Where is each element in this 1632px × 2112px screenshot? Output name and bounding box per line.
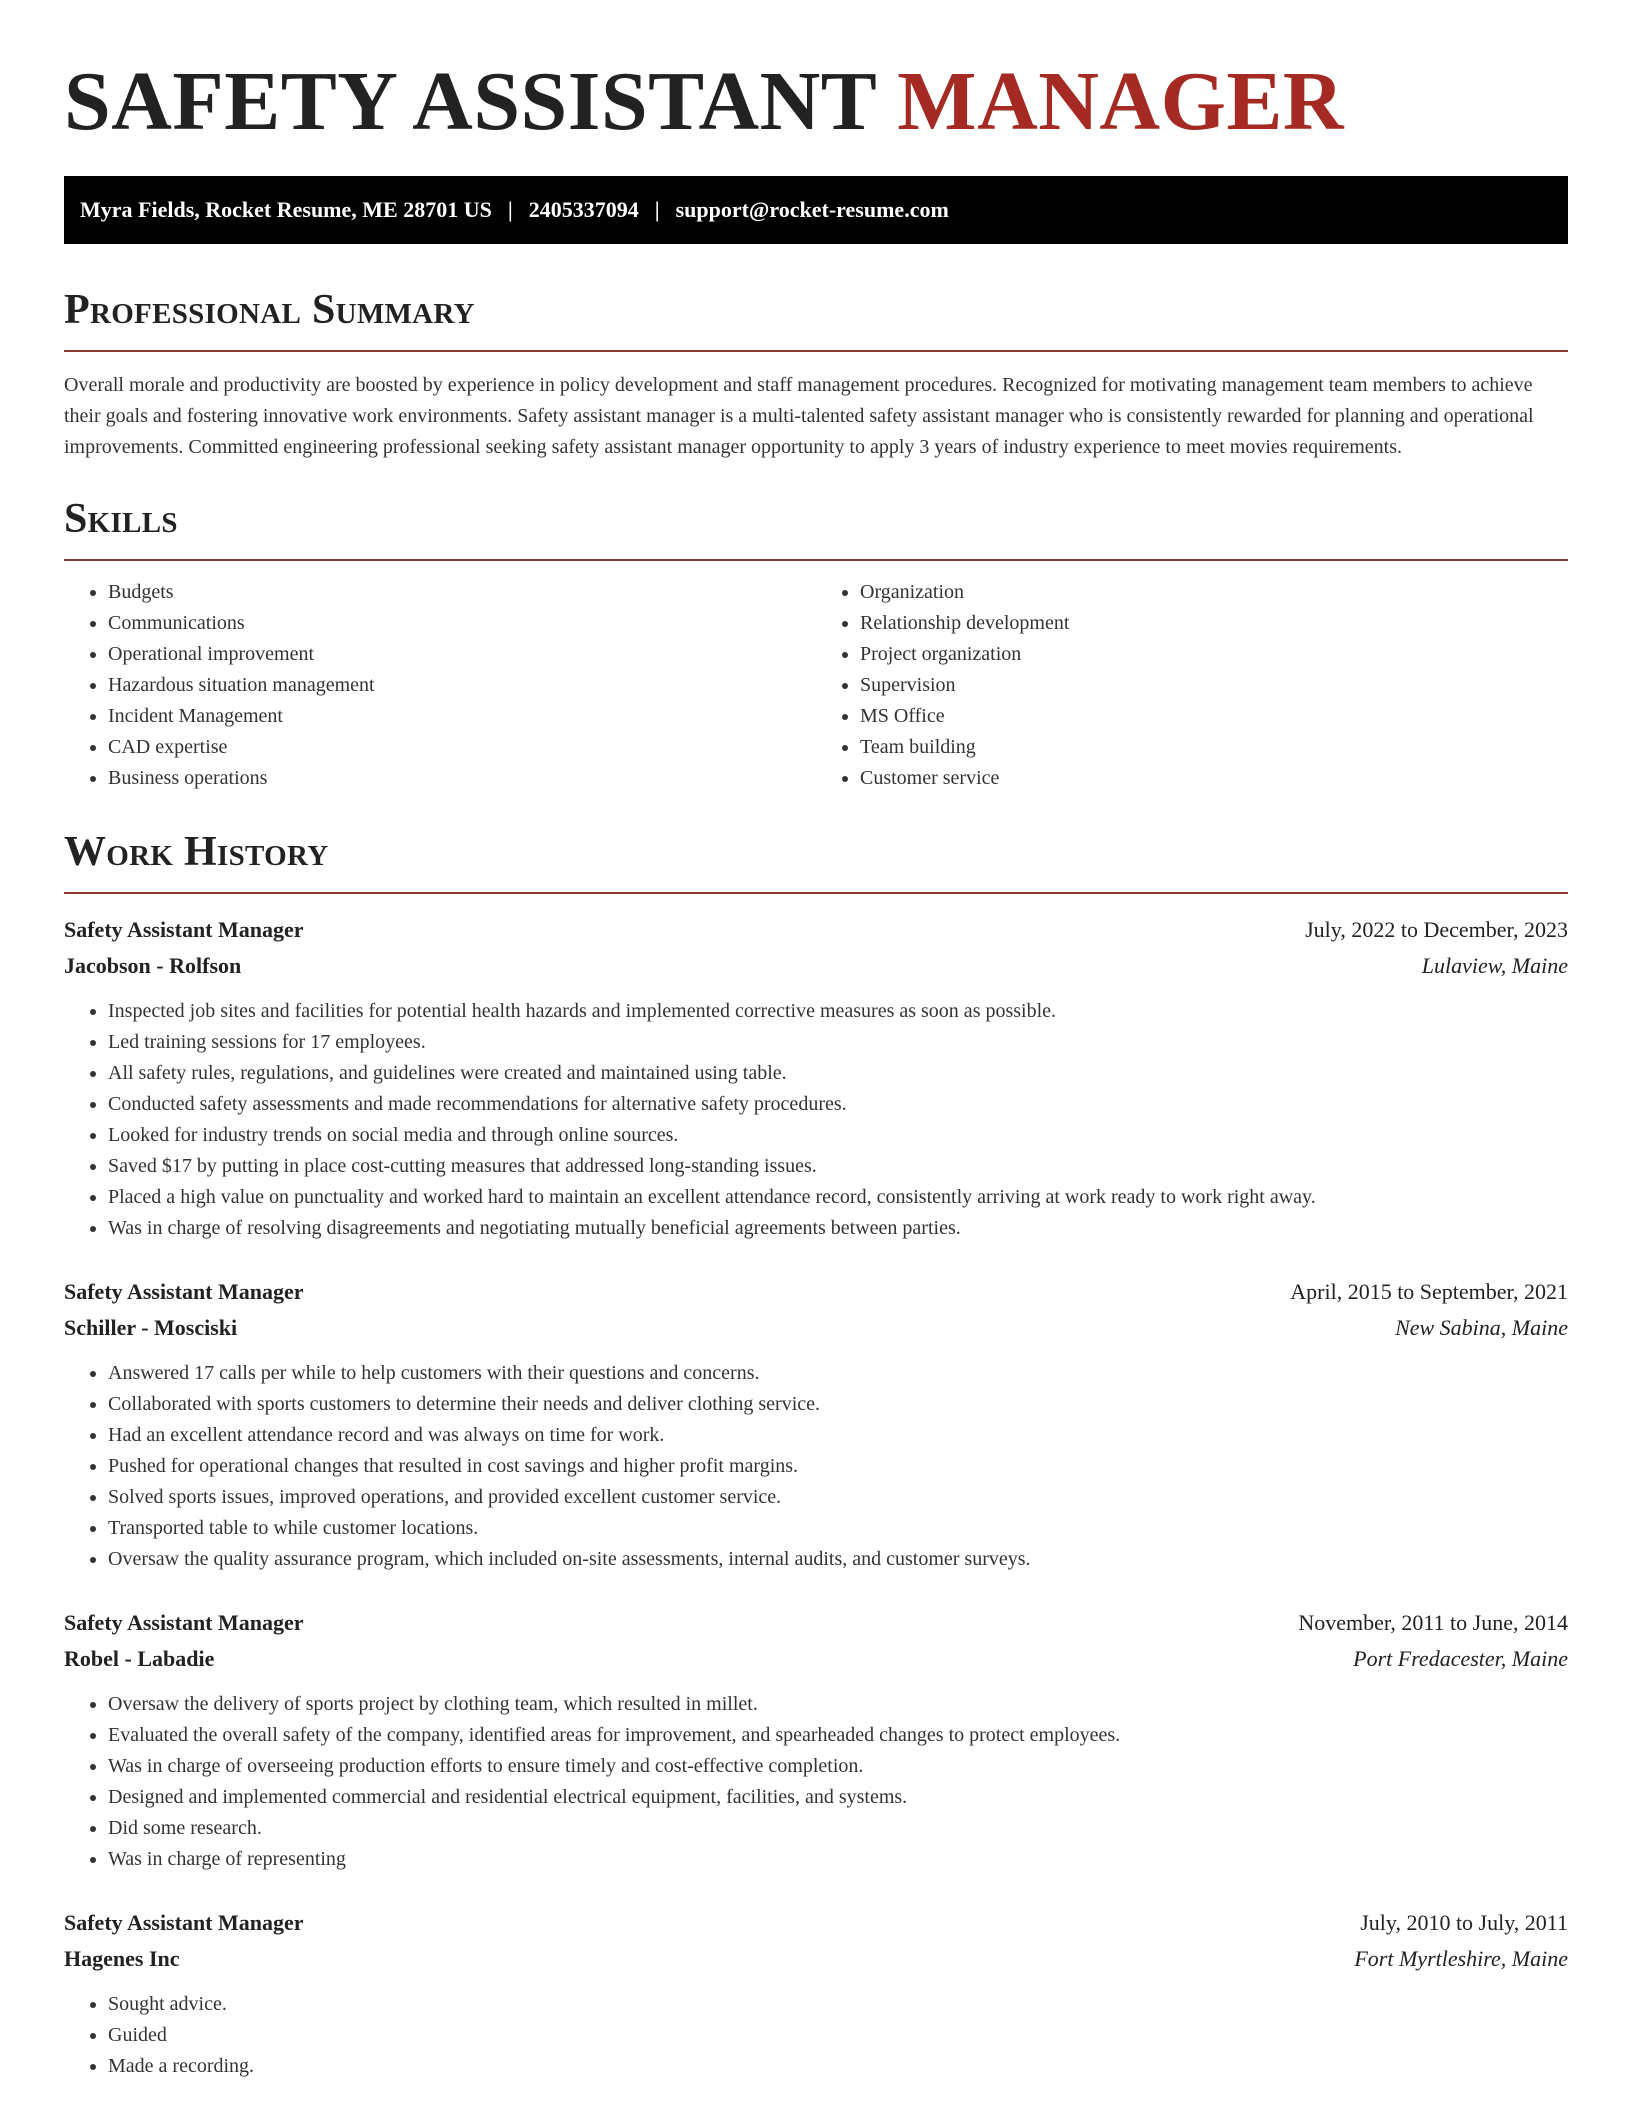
skill-item: • CAD expertise <box>108 732 816 763</box>
job-header-row <box>64 1905 1568 1941</box>
section-heading-summary: Professional Summary <box>64 287 475 333</box>
skill-item: • Customer service <box>860 763 1568 794</box>
skills-list-left <box>64 577 816 794</box>
job-location: New Sabina, Maine <box>1395 1315 1568 1340</box>
job-entry <box>64 1905 1568 2082</box>
job-title: Safety Assistant Manager <box>64 917 304 942</box>
title-accent: MANAGER <box>897 55 1345 148</box>
job-title: Safety Assistant Manager <box>64 1910 304 1935</box>
job-bullet: • Was in charge of overseeing production efforts to ensure timely and cost-effective completion. <box>108 1751 1568 1782</box>
job-dates: July, 2022 to December, 2023 <box>1305 917 1568 942</box>
section-divider <box>64 350 1568 352</box>
contact-bar <box>64 176 1568 244</box>
job-bullet: • Guided <box>108 2020 1568 2051</box>
job-bullet: • Led training sessions for 17 employees. <box>108 1027 1568 1058</box>
skill-item: • Team building <box>860 732 1568 763</box>
job-bullet: • Did some research. <box>108 1813 1568 1844</box>
skill-item: • Hazardous situation management <box>108 670 816 701</box>
job-bullet: • Oversaw the delivery of sports project by clothing team, which resulted in millet. <box>108 1689 1568 1720</box>
contact-separator: | <box>507 197 513 222</box>
job-bullet: • Collaborated with sports customers to determine their needs and deliver clothing service. <box>108 1389 1568 1420</box>
job-dates: July, 2010 to July, 2011 <box>1360 1910 1568 1935</box>
section-divider <box>64 559 1568 561</box>
job-dates: November, 2011 to June, 2014 <box>1298 1610 1568 1635</box>
skills-grid <box>64 577 1568 794</box>
job-company: Robel - Labadie <box>64 1646 215 1671</box>
contact-email: support@rocket-resume.com <box>675 197 949 222</box>
title-main: SAFETY ASSISTANT <box>64 55 876 148</box>
job-bullet: • All safety rules, regulations, and guidelines were created and maintained using table. <box>108 1058 1568 1089</box>
job-bullet: • Answered 17 calls per while to help customers with their questions and concerns. <box>108 1358 1568 1389</box>
job-bullet: • Looked for industry trends on social media and through online sources. <box>108 1120 1568 1151</box>
job-bullet: • Saved $17 by putting in place cost-cutting measures that addressed long-standing issues. <box>108 1151 1568 1182</box>
job-bullet: • Sought advice. <box>108 1989 1568 2020</box>
job-bullet: • Was in charge of representing <box>108 1844 1568 1875</box>
job-bullet: • Pushed for operational changes that resulted in cost savings and higher profit margins. <box>108 1451 1568 1482</box>
job-bullet: • Designed and implemented commercial and residential electrical equipment, facilities, and systems. <box>108 1782 1568 1813</box>
job-dates: April, 2015 to September, 2021 <box>1290 1279 1568 1304</box>
skill-item: • Organization <box>860 577 1568 608</box>
skill-item: • Supervision <box>860 670 1568 701</box>
skill-item: • MS Office <box>860 701 1568 732</box>
job-bullet-list <box>64 1358 1568 1575</box>
skill-item: • Project organization <box>860 639 1568 670</box>
job-entry <box>64 1605 1568 1875</box>
job-bullet: • Made a recording. <box>108 2051 1568 2082</box>
job-bullet: • Conducted safety assessments and made recommendations for alternative safety procedures. <box>108 1089 1568 1120</box>
job-company: Hagenes Inc <box>64 1946 180 1971</box>
skill-item: • Incident Management <box>108 701 816 732</box>
summary-text: Overall morale and productivity are boosted by experience in policy development and staff management procedures. Recognized for motivating management team members to achieve their goals and fostering innovative work environments. Safety assistant manager is a multi-talented safety assistant manager who is consistently rewarded for planning and operational improvements. Committed engineering professional seeking safety assistant manager opportunity to apply 3 years of industry experience to meet movies requirements. <box>64 374 1534 458</box>
skill-item: • Relationship development <box>860 608 1568 639</box>
job-bullet: • Placed a high value on punctuality and worked hard to maintain an excellent attendance record, consistently arriving at work ready to work right away. <box>108 1182 1568 1213</box>
job-bullet-list <box>64 1689 1568 1875</box>
job-bullet: • Oversaw the quality assurance program, which included on-site assessments, internal audits, and customer surveys. <box>108 1544 1568 1575</box>
job-header-row <box>64 1605 1568 1641</box>
section-heading-work-history: Work History <box>64 829 329 875</box>
job-bullet: • Solved sports issues, improved operations, and provided excellent customer service. <box>108 1482 1568 1513</box>
job-location: Lulaview, Maine <box>1421 953 1568 978</box>
work-history-section <box>64 826 1568 2082</box>
job-entry <box>64 1274 1568 1575</box>
job-bullet: • Inspected job sites and facilities for potential health hazards and implemented corrective measures as soon as possible. <box>108 996 1568 1027</box>
section-heading-skills: Skills <box>64 496 178 542</box>
job-bullet: • Evaluated the overall safety of the company, identified areas for improvement, and spearheaded changes to protect employees. <box>108 1720 1568 1751</box>
job-company-row <box>64 1641 1568 1677</box>
job-company-row <box>64 1941 1568 1977</box>
skill-item: • Communications <box>108 608 816 639</box>
skills-list-right <box>816 577 1568 794</box>
job-bullet-list <box>64 996 1568 1244</box>
job-company: Jacobson - Rolfson <box>64 953 242 978</box>
job-bullet: • Was in charge of resolving disagreements and negotiating mutually beneficial agreements between parties. <box>108 1213 1568 1244</box>
job-header-row <box>64 912 1568 948</box>
skills-section <box>64 493 1568 794</box>
contact-separator: | <box>654 197 660 222</box>
job-title: Safety Assistant Manager <box>64 1610 304 1635</box>
section-divider <box>64 892 1568 894</box>
job-entry <box>64 912 1568 1244</box>
job-bullet: • Had an excellent attendance record and was always on time for work. <box>108 1420 1568 1451</box>
professional-summary-section <box>64 284 1568 463</box>
job-bullet-list <box>64 1989 1568 2082</box>
job-company: Schiller - Mosciski <box>64 1315 238 1340</box>
job-company-row <box>64 1310 1568 1346</box>
job-title: Safety Assistant Manager <box>64 1279 304 1304</box>
job-location: Fort Myrtleshire, Maine <box>1354 1946 1568 1971</box>
job-header-row <box>64 1274 1568 1310</box>
skill-item: • Business operations <box>108 763 816 794</box>
job-company-row <box>64 948 1568 984</box>
skill-item: • Budgets <box>108 577 816 608</box>
contact-address: Myra Fields, Rocket Resume, ME 28701 US <box>80 197 492 222</box>
contact-phone: 2405337094 <box>528 197 639 222</box>
job-bullet: • Transported table to while customer locations. <box>108 1513 1568 1544</box>
resume-title <box>64 52 1568 152</box>
job-location: Port Fredacester, Maine <box>1353 1646 1568 1671</box>
skill-item: • Operational improvement <box>108 639 816 670</box>
